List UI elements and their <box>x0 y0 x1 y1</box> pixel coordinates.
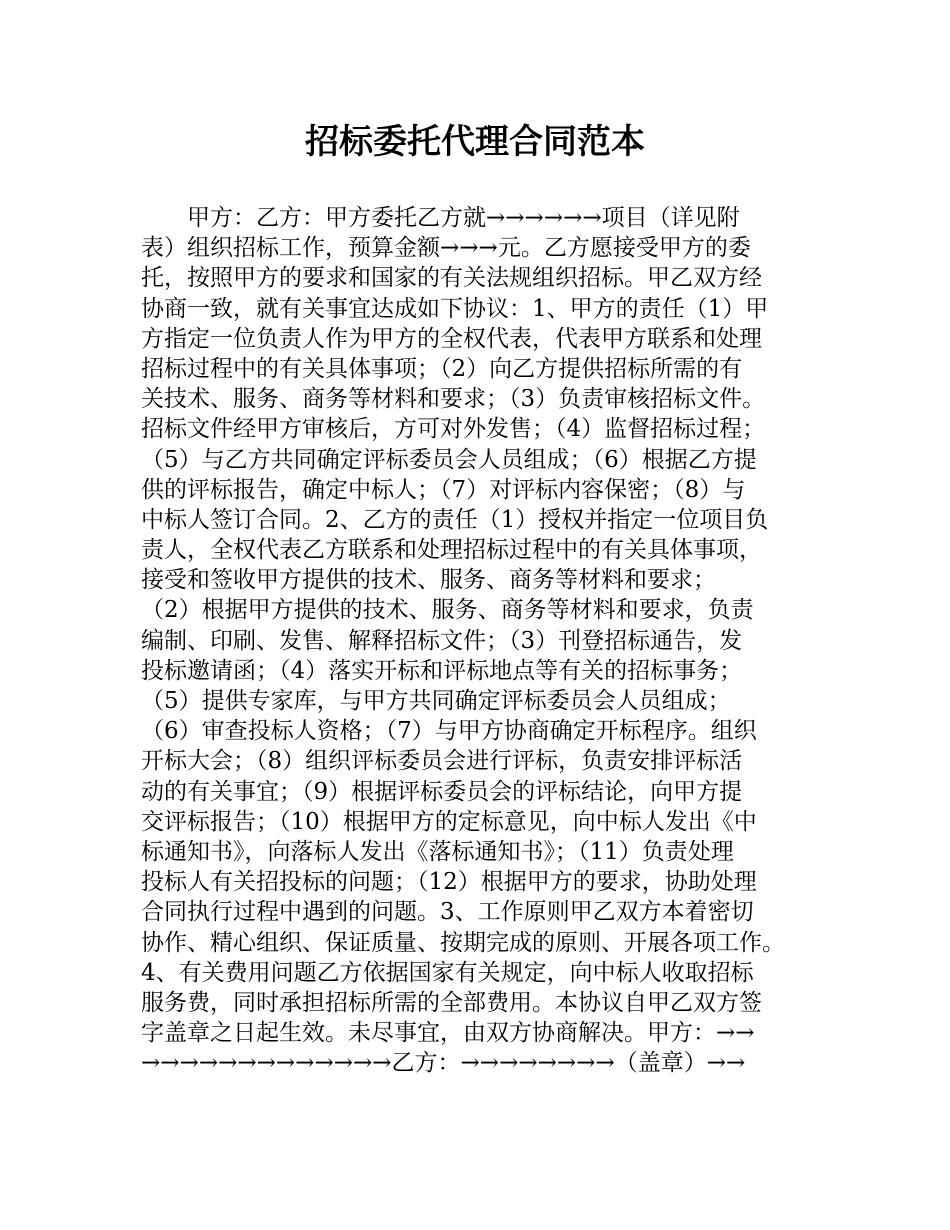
body-line: 中标人签订合同。2、乙方的责任（1）授权并指定一位项目负 <box>141 506 769 533</box>
body-line: 接受和签收甲方提供的技术、服务、商务等材料和要求； <box>141 567 716 594</box>
body-line: 招标文件经甲方审核后，方可对外发售；（4）监督招标过程； <box>141 416 766 443</box>
body-line: 字盖章之日起生效。未尽事宜，由双方协商解决。甲方：→→ <box>141 1020 755 1047</box>
body-line: 托，按照甲方的要求和国家的有关法规组织招标。甲乙双方经 <box>141 265 762 292</box>
body-line: →→→→→→→→→→→→→乙方：→→→→→→→→（盖章）→→ <box>141 1050 746 1077</box>
body-line: 协作、精心组织、保证质量、按期完成的原则、开展各项工作。 <box>141 929 785 956</box>
body-line: 4、有关费用问题乙方依据国家有关规定，向中标人收取招标 <box>141 959 754 986</box>
body-line: 甲方：乙方：甲方委托乙方就→→→→→→项目（详见附 <box>187 205 740 231</box>
body-line: 标通知书》，向落标人发出《落标通知书》；（11）负责处理 <box>141 838 734 865</box>
body-line: 动的有关事宜；（9）根据评标委员会的评标结论，向甲方提 <box>141 778 743 805</box>
body-line: 关技术、服务、商务等材料和要求；（3）负责审核招标文件。 <box>141 386 766 413</box>
body-line: （5）与乙方共同确定评标委员会人员组成；（6）根据乙方提 <box>141 446 757 473</box>
contract-body <box>141 203 831 1078</box>
body-line: 责人，全权代表乙方联系和处理招标过程中的有关具体事项， <box>141 537 762 564</box>
body-line: 投标邀请函；（4）落实开标和评标地点等有关的招标事务； <box>141 657 743 684</box>
body-line: 服务费，同时承担招标所需的全部费用。本协议自甲乙双方签 <box>141 989 762 1016</box>
body-line: 表）组织招标工作，预算金额→→→元。乙方愿接受甲方的委 <box>141 235 751 262</box>
body-line: 开标大会；（8）组织评标委员会进行评标，负责安排评标活 <box>141 748 743 775</box>
body-line: （5）提供专家库，与甲方共同确定评标委员会人员组成； <box>141 688 731 714</box>
body-line: 编制、印刷、发售、解释招标文件；（3）刊登招标通告，发 <box>141 627 743 654</box>
body-line: 协商一致，就有关事宜达成如下协议：1、甲方的责任（1）甲 <box>141 295 769 322</box>
document-title: 招标委托代理合同范本 <box>305 122 645 162</box>
body-line: （6）审查投标人资格；（7）与甲方协商确定开标程序。组织 <box>141 718 757 745</box>
body-line: 方指定一位负责人作为甲方的全权代表，代表甲方联系和处理 <box>141 325 762 352</box>
body-line: 招标过程中的有关具体事项；（2）向乙方提供招标所需的有 <box>141 355 743 382</box>
body-line: 供的评标报告，确定中标人；（7）对评标内容保密；（8）与 <box>141 476 746 503</box>
body-line: 交评标报告；（10）根据甲方的定标意见，向中标人发出《中 <box>141 808 757 835</box>
body-line: 合同执行过程中遇到的问题。3、工作原则甲乙双方本着密切 <box>141 899 754 926</box>
body-line: 投标人有关招投标的问题；（12）根据甲方的要求，协助处理 <box>141 869 757 896</box>
body-line: （2）根据甲方提供的技术、服务、商务等材料和要求，负责 <box>141 597 754 624</box>
